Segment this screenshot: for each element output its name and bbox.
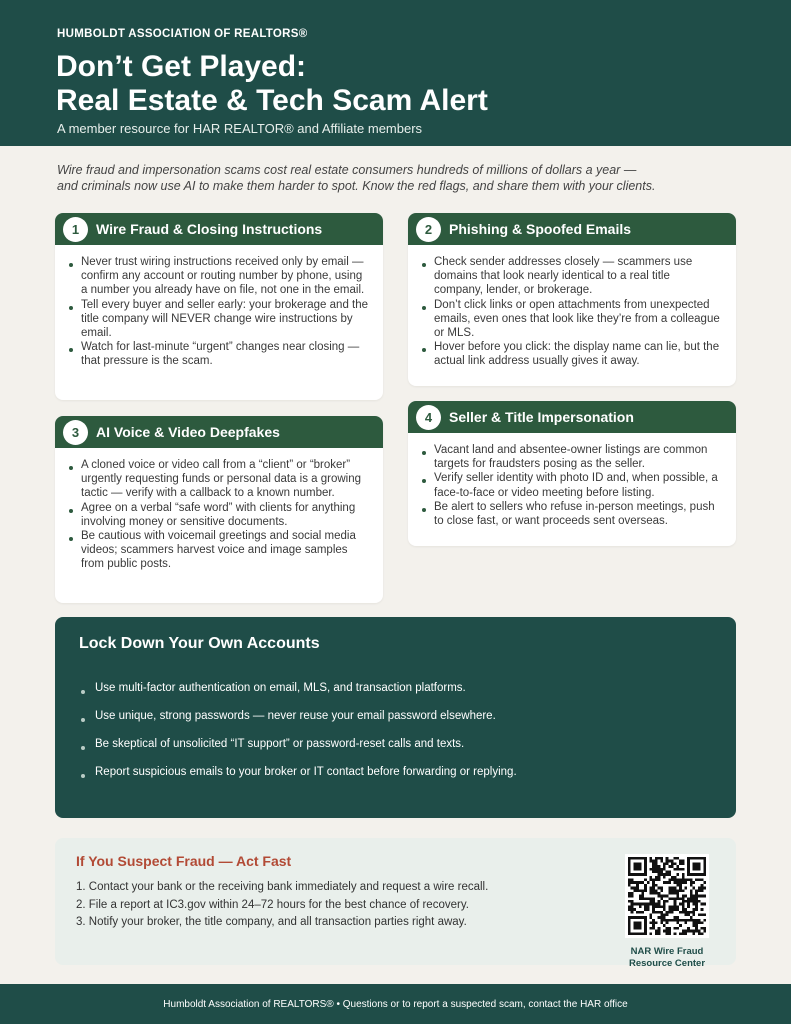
footer-bar	[0, 984, 791, 1024]
bullet-icon	[69, 537, 73, 541]
bullet-icon	[422, 451, 426, 455]
intro-line-2: and criminals now use AI to make them harder to spot. Know the red flags, and share them with your clients.	[57, 178, 656, 193]
list-item	[69, 458, 369, 501]
card-title: Wire Fraud & Closing Instructions	[96, 221, 323, 237]
bullet-icon	[422, 263, 426, 267]
lockdown-panel	[55, 617, 736, 818]
list-item	[422, 443, 722, 471]
card-deepfakes	[55, 416, 383, 603]
list-item	[422, 255, 722, 298]
card-wire-fraud	[55, 213, 383, 400]
act-fast-title: If You Suspect Fraud — Act Fast	[76, 853, 292, 869]
list-item-text: A cloned voice or video call from a “client” or “broker” urgently requesting funds or personal data is a growing tactic — verify with a callback to a known number.	[81, 459, 362, 500]
list-item-text: Be cautious with voicemail greetings and social media videos; scammers harvest voice and image samples from public posts.	[81, 530, 356, 571]
card-header	[55, 213, 383, 245]
card-list	[408, 433, 736, 528]
card-header	[55, 416, 383, 448]
list-item	[79, 681, 517, 709]
bullet-icon	[422, 348, 426, 352]
intro-line-1: Wire fraud and impersonation scams cost real estate consumers hundreds of millions of dollars a year —	[57, 163, 637, 177]
list-item-text: Watch for last-minute “urgent” changes near closing — that pressure is the scam.	[81, 341, 360, 368]
card-list	[55, 448, 383, 572]
lockdown-list	[79, 681, 517, 793]
title-line-1: Don’t Get Played:	[56, 50, 307, 83]
title-line-2: Real Estate & Tech Scam Alert	[56, 84, 488, 117]
card-header	[408, 401, 736, 433]
card-list	[55, 245, 383, 369]
bullet-icon	[69, 466, 73, 470]
qr-label-line-1: NAR Wire Fraud	[630, 946, 704, 957]
bullet-icon	[69, 263, 73, 267]
list-item-text: Be skeptical of unsolicited “IT support” or password-reset calls and texts.	[95, 738, 465, 750]
list-item	[422, 298, 722, 341]
list-item	[69, 501, 369, 529]
list-item	[79, 765, 517, 793]
list-item	[422, 340, 722, 368]
list-item-text: Hover before you click: the display name can lie, but the actual link address usually gives it away.	[434, 341, 720, 368]
bullet-icon	[81, 746, 85, 750]
page-title	[56, 50, 488, 118]
card-number-badge: 1	[63, 217, 88, 242]
bullet-icon	[81, 774, 85, 778]
card-number-badge: 2	[416, 217, 441, 242]
list-item-text: Use unique, strong passwords — never reuse your email password elsewhere.	[95, 710, 496, 722]
card-number-badge: 3	[63, 420, 88, 445]
bullet-icon	[69, 348, 73, 352]
act-fast-steps	[76, 879, 488, 932]
qr-label-line-2: Resource Center	[628, 957, 706, 969]
step-item: 1. Contact your bank or the receiving bank immediately and request a wire recall.	[76, 881, 489, 893]
list-item-text: Never trust wiring instructions received only by email — confirm any account or routing number by phone, using a number you already have on file, not one in the email.	[81, 256, 365, 297]
card-title: Seller & Title Impersonation	[449, 409, 634, 425]
footer-text: Humboldt Association of REALTORS® • Questions or to report a suspected scam, contact the HAR office	[163, 998, 628, 1010]
list-item	[69, 529, 369, 572]
step-item: 2. File a report at IC3.gov within 24–72 hours for the best chance of recovery.	[76, 898, 469, 911]
qr-label	[607, 946, 727, 969]
step-item: 3. Notify your broker, the title company, and all transaction parties right away.	[76, 916, 467, 928]
qr-code-icon[interactable]	[625, 854, 709, 938]
list-item	[79, 709, 517, 737]
bullet-icon	[422, 479, 426, 483]
card-phishing	[408, 213, 736, 386]
list-item-text: Tell every buyer and seller early: your brokerage and the title company will NEVER change wire instructions by email.	[81, 298, 369, 340]
list-item-text: Agree on a verbal “safe word” with clients for anything involving money or sensitive documents.	[81, 501, 356, 528]
header-banner	[0, 0, 791, 146]
bullet-icon	[422, 306, 426, 310]
list-item-text: Don’t click links or open attachments from unexpected emails, even ones that look like they’re from a colleague or MLS.	[434, 298, 720, 340]
bullet-icon	[422, 508, 426, 512]
bullet-icon	[69, 306, 73, 310]
bullet-icon	[81, 718, 85, 722]
bullet-icon	[69, 509, 73, 513]
list-item	[79, 737, 517, 765]
list-item	[69, 298, 369, 341]
card-title: Phishing & Spoofed Emails	[449, 221, 632, 237]
bullet-icon	[81, 690, 85, 694]
page-subtitle: A member resource for HAR REALTOR® and Affiliate members	[57, 121, 423, 136]
qr-code-graphic	[628, 857, 706, 935]
list-item-text: Report suspicious emails to your broker or IT contact before forwarding or replying.	[95, 766, 517, 778]
org-name: HUMBOLDT ASSOCIATION OF REALTORS®	[57, 28, 308, 40]
list-item	[422, 500, 722, 528]
list-item-text: Be alert to sellers who refuse in-person meetings, push to close fast, or want proceeds sent overseas.	[434, 500, 715, 528]
act-fast-panel	[55, 838, 736, 969]
card-header	[408, 213, 736, 245]
card-number-badge: 4	[416, 405, 441, 430]
list-item	[69, 340, 369, 368]
card-seller-impersonation	[408, 401, 736, 546]
list-item-text: Vacant land and absentee-owner listings are common targets for fraudsters posing as the seller.	[434, 444, 708, 471]
card-list	[408, 245, 736, 369]
intro-text	[57, 163, 717, 194]
list-item	[69, 255, 369, 298]
lockdown-title: Lock Down Your Own Accounts	[79, 635, 320, 652]
list-item	[422, 471, 722, 499]
list-item-text: Use multi-factor authentication on email, MLS, and transaction platforms.	[95, 682, 466, 694]
card-title: AI Voice & Video Deepfakes	[96, 424, 280, 440]
list-item-text: Verify seller identity with photo ID and, when possible, a face-to-face or video meeting before listing.	[434, 472, 718, 499]
list-item-text: Check sender addresses closely — scammers use domains that look nearly identical to a real title company, lender, or brokerage.	[434, 256, 693, 297]
